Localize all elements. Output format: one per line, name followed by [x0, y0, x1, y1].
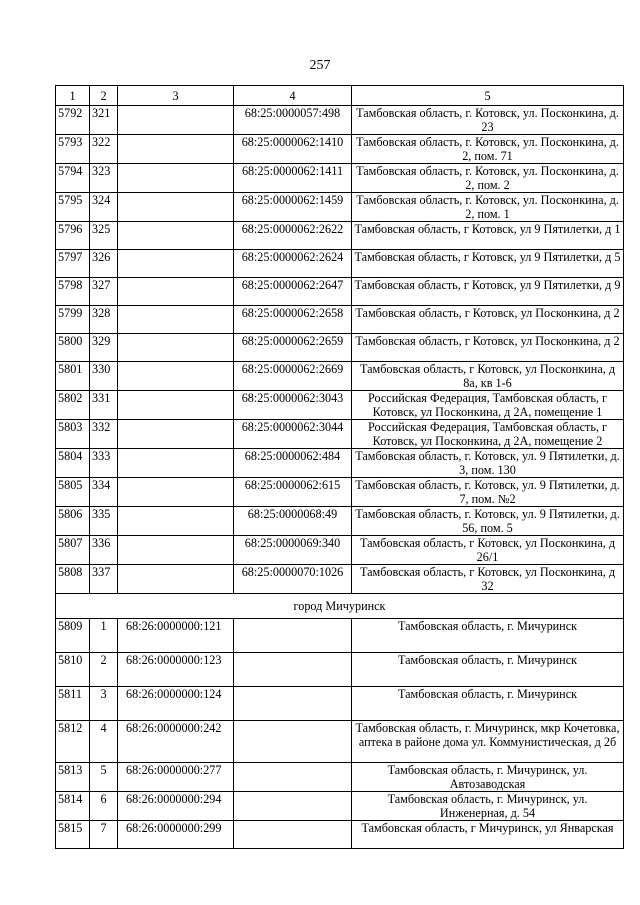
table-cell [118, 334, 234, 362]
table-cell: 333 [90, 449, 118, 478]
table-cell: 335 [90, 507, 118, 536]
table-row [56, 792, 624, 821]
table-cell [118, 478, 234, 507]
table-cell: 68:25:0000062:2659 [234, 334, 352, 362]
table-cell: 68:25:0000062:2658 [234, 306, 352, 334]
table-cell: 337 [90, 565, 118, 594]
table-cell: 5811 [56, 687, 90, 721]
table-cell: Тамбовская область, г. Котовск, ул. 9 Пятилетки, д. 7, пом. №2 [352, 478, 624, 507]
table-cell: 5807 [56, 536, 90, 565]
table-cell: Российская Федерация, Тамбовская область, г Котовск, ул Посконкина, д 2А, помещение 2 [352, 420, 624, 449]
column-header: 4 [234, 86, 352, 106]
table-cell: 330 [90, 362, 118, 391]
table-row [56, 222, 624, 250]
table-cell: 68:25:0000069:340 [234, 536, 352, 565]
table-row [56, 106, 624, 135]
table-cell: 68:26:0000000:299 [118, 821, 234, 849]
table-cell [234, 687, 352, 721]
table-cell [234, 821, 352, 849]
table-row [56, 653, 624, 687]
table-cell: 68:25:0000062:1410 [234, 135, 352, 164]
table-cell: Тамбовская область, г. Мичуринск [352, 619, 624, 653]
table-row [56, 164, 624, 193]
table-cell: 68:25:0000062:1459 [234, 193, 352, 222]
table-cell: Российская Федерация, Тамбовская область, г Котовск, ул Посконкина, д 2А, помещение 1 [352, 391, 624, 420]
table-cell: 5795 [56, 193, 90, 222]
table-cell: 5804 [56, 449, 90, 478]
table-cell: 323 [90, 164, 118, 193]
registry-table [55, 85, 624, 849]
table-cell: Тамбовская область, г. Котовск, ул. Посконкина, д. 2, пом. 1 [352, 193, 624, 222]
table-cell: 68:25:0000062:3043 [234, 391, 352, 420]
table-cell: 5815 [56, 821, 90, 849]
table-cell: Тамбовская область, г Котовск, ул 9 Пятилетки, д 1 [352, 222, 624, 250]
table-cell: Тамбовская область, г. Мичуринск, ул. Инженерная, д. 54 [352, 792, 624, 821]
table-cell: 68:26:0000000:242 [118, 721, 234, 763]
table-row [56, 536, 624, 565]
table-row [56, 763, 624, 792]
table-cell: 334 [90, 478, 118, 507]
table-cell: 5 [90, 763, 118, 792]
table-cell: 5813 [56, 763, 90, 792]
table-cell: 68:25:0000062:2647 [234, 278, 352, 306]
table-cell: 68:26:0000000:123 [118, 653, 234, 687]
table-cell [118, 420, 234, 449]
table-cell: 68:25:0000062:2669 [234, 362, 352, 391]
table-header-row [56, 86, 624, 106]
table-cell: Тамбовская область, г Мичуринск, ул Январская [352, 821, 624, 849]
table-cell: Тамбовская область, г Котовск, ул 9 Пятилетки, д 5 [352, 250, 624, 278]
table-cell: 5808 [56, 565, 90, 594]
column-header: 2 [90, 86, 118, 106]
table-cell: 5812 [56, 721, 90, 763]
table-cell: Тамбовская область, г. Котовск, ул. 9 Пятилетки, д. 3, пом. 130 [352, 449, 624, 478]
table-cell: 325 [90, 222, 118, 250]
table-cell: 7 [90, 821, 118, 849]
table-row [56, 193, 624, 222]
table-cell: Тамбовская область, г Котовск, ул Посконкина, д 26/1 [352, 536, 624, 565]
table-cell: 5799 [56, 306, 90, 334]
table-cell [234, 792, 352, 821]
table-row [56, 250, 624, 278]
table-cell [118, 449, 234, 478]
table-cell: 1 [90, 619, 118, 653]
table-cell [118, 536, 234, 565]
table-cell [234, 721, 352, 763]
table-cell: Тамбовская область, г. Котовск, ул. Посконкина, д. 2, пом. 2 [352, 164, 624, 193]
section-row [56, 594, 624, 619]
table-cell: 5806 [56, 507, 90, 536]
table-cell: 3 [90, 687, 118, 721]
table-cell: 5794 [56, 164, 90, 193]
table-cell: Тамбовская область, г Котовск, ул Посконкина, д 8а, кв 1-6 [352, 362, 624, 391]
table-cell: Тамбовская область, г. Котовск, ул. Посконкина, д. 2, пом. 71 [352, 135, 624, 164]
table-cell: 68:25:0000062:2624 [234, 250, 352, 278]
table-cell [118, 565, 234, 594]
table-cell: Тамбовская область, г Котовск, ул Посконкина, д 2 [352, 334, 624, 362]
table-row [56, 278, 624, 306]
table-row [56, 135, 624, 164]
column-header: 1 [56, 86, 90, 106]
table-cell: 68:25:0000062:484 [234, 449, 352, 478]
table-cell: 5802 [56, 391, 90, 420]
table-cell: 332 [90, 420, 118, 449]
table-row [56, 391, 624, 420]
table-row [56, 362, 624, 391]
table-cell: 68:25:0000062:3044 [234, 420, 352, 449]
table-row [56, 507, 624, 536]
table-row [56, 449, 624, 478]
table-cell: Тамбовская область, г. Мичуринск, мкр Кочетовка, аптека в районе дома ул. Коммунистическая, д 2б [352, 721, 624, 763]
table-cell: 2 [90, 653, 118, 687]
table-cell: 5793 [56, 135, 90, 164]
table-cell [118, 106, 234, 135]
table-cell: 4 [90, 721, 118, 763]
table-cell: 321 [90, 106, 118, 135]
table-row [56, 619, 624, 653]
table-cell: 6 [90, 792, 118, 821]
table-cell [118, 507, 234, 536]
table-cell: 68:25:0000057:498 [234, 106, 352, 135]
table-cell [118, 391, 234, 420]
table-cell: 68:26:0000000:277 [118, 763, 234, 792]
table-cell [234, 763, 352, 792]
table-cell: 324 [90, 193, 118, 222]
table-cell: 68:25:0000070:1026 [234, 565, 352, 594]
table-row [56, 420, 624, 449]
table-cell [118, 193, 234, 222]
table-cell: 329 [90, 334, 118, 362]
table-row [56, 334, 624, 362]
table-cell: 5792 [56, 106, 90, 135]
table-row [56, 306, 624, 334]
table-cell: 68:25:0000068:49 [234, 507, 352, 536]
table-cell: 326 [90, 250, 118, 278]
table-cell: 5803 [56, 420, 90, 449]
table-cell [118, 278, 234, 306]
table-row [56, 478, 624, 507]
table-cell: Тамбовская область, г. Котовск, ул. Посконкина, д. 23 [352, 106, 624, 135]
table-cell: Тамбовская область, г Котовск, ул 9 Пятилетки, д 9 [352, 278, 624, 306]
table-row [56, 721, 624, 763]
table-cell: 5797 [56, 250, 90, 278]
table-cell: Тамбовская область, г. Мичуринск [352, 687, 624, 721]
table-cell: 5809 [56, 619, 90, 653]
table-cell: Тамбовская область, г. Мичуринск [352, 653, 624, 687]
table-cell: Тамбовская область, г. Котовск, ул. 9 Пятилетки, д. 56, пом. 5 [352, 507, 624, 536]
table-cell: 5796 [56, 222, 90, 250]
table-cell [118, 306, 234, 334]
table-cell: 5798 [56, 278, 90, 306]
table-cell: 331 [90, 391, 118, 420]
table-cell [118, 135, 234, 164]
table-cell: 328 [90, 306, 118, 334]
table-cell: 5810 [56, 653, 90, 687]
section-title: город Мичуринск [56, 594, 624, 619]
page-number: 257 [309, 58, 331, 73]
table-cell: 68:25:0000062:2622 [234, 222, 352, 250]
table-cell [234, 619, 352, 653]
table-cell [118, 164, 234, 193]
table-cell: 68:26:0000000:121 [118, 619, 234, 653]
table-cell: 68:26:0000000:294 [118, 792, 234, 821]
table-cell: 322 [90, 135, 118, 164]
table-row [56, 565, 624, 594]
table-cell: 327 [90, 278, 118, 306]
table-cell: 68:26:0000000:124 [118, 687, 234, 721]
table-cell: 68:25:0000062:615 [234, 478, 352, 507]
column-header: 5 [352, 86, 624, 106]
table-cell: Тамбовская область, г Котовск, ул Посконкина, д 2 [352, 306, 624, 334]
table-cell: 68:25:0000062:1411 [234, 164, 352, 193]
column-header: 3 [118, 86, 234, 106]
table-cell [234, 653, 352, 687]
table-cell [118, 222, 234, 250]
table-cell: 336 [90, 536, 118, 565]
table-cell: 5800 [56, 334, 90, 362]
table-cell: Тамбовская область, г Котовск, ул Посконкина, д 32 [352, 565, 624, 594]
table-cell: 5814 [56, 792, 90, 821]
table-cell [118, 362, 234, 391]
table-cell: Тамбовская область, г. Мичуринск, ул. Автозаводская [352, 763, 624, 792]
table-row [56, 687, 624, 721]
table-cell: 5801 [56, 362, 90, 391]
table-cell [118, 250, 234, 278]
table-row [56, 821, 624, 849]
table-cell: 5805 [56, 478, 90, 507]
